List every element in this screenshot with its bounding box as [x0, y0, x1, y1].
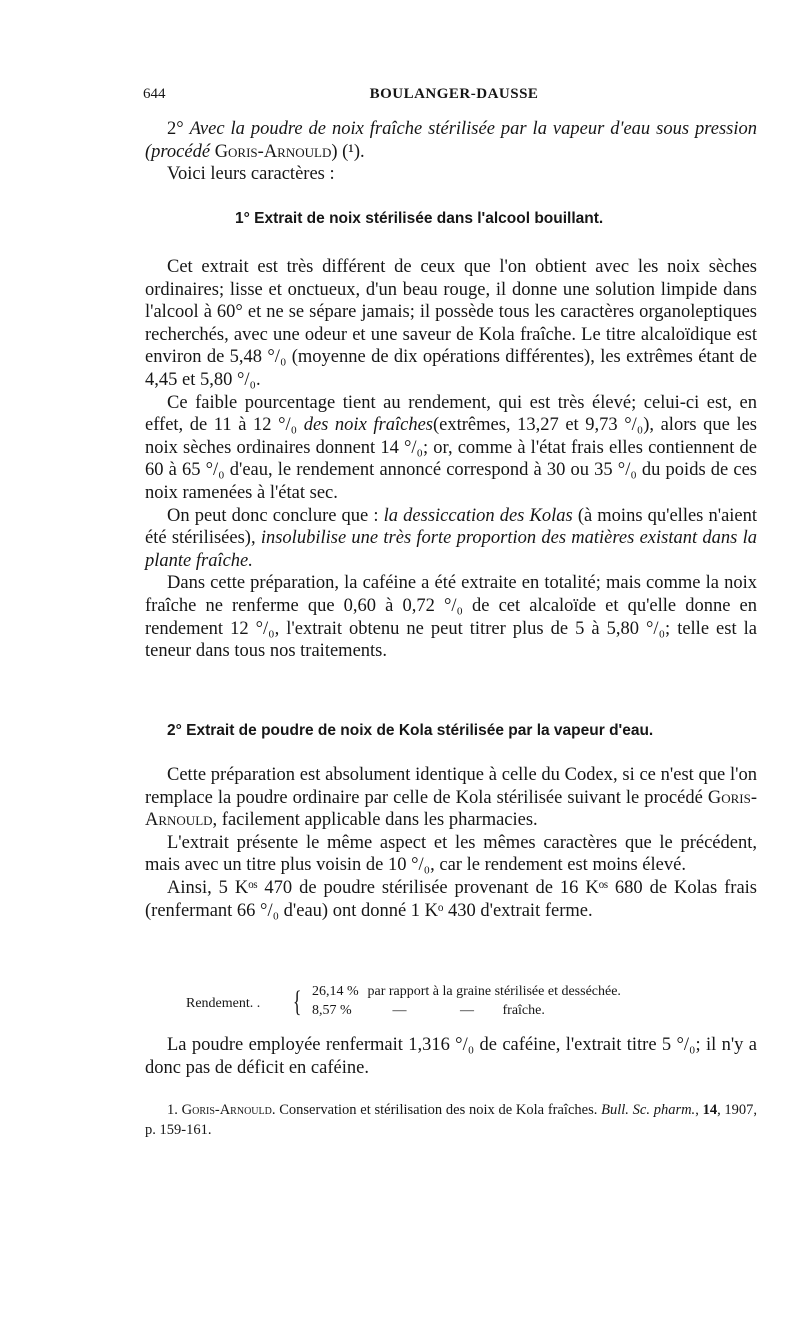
- ditto-dash-1: —: [392, 1003, 407, 1018]
- item-2-number: 2°: [167, 119, 184, 139]
- footnote-author: Goris-Arnould.: [181, 1102, 276, 1118]
- section-1-paragraph-2: [145, 392, 757, 505]
- paragraph-3-text-b: (à moins qu'elles n'aient été stérilisées),: [145, 505, 758, 549]
- item-2-italic-text: Avec la poudre de noix fraîche stérilisée par la vapeur d'eau sous pression: [189, 119, 758, 139]
- section-2-paragraph-1: [145, 764, 757, 832]
- rendement-brace: {: [292, 985, 302, 1018]
- footnote-journal: Bull. Sc. pharm.: [601, 1102, 696, 1118]
- paragraph-2-italic: des noix fraîches: [303, 415, 433, 436]
- section-1-paragraph-4: Dans cette préparation, la caféine a été extraite en totalité; mais comme la noix fraîche ne renferme que 0,60 à 0,72 °/₀ de cet alcaloïde et qu'elle donne en rendement 12 °/₀, l'extrait obtenu ne peut titrer plus de 5 à 5,80 °/₀; telle est la teneur dans tous nos traitements.: [145, 573, 757, 662]
- goris-arnould-name: Goris-Arnould: [214, 141, 332, 162]
- section-2-paragraph-2: L'extrait présente le même aspect et les mêmes caractères que le précédent, mais avec un titre plus voisin de 10 °/₀, car le rendement est moins élevé.: [145, 832, 757, 876]
- section-2-heading: 2° Extrait de poudre de noix de Kola stérilisée par la vapeur d'eau.: [167, 722, 654, 739]
- paragraph-2-text-a: Ce faible pourcentage tient au rendement, qui est très élevé; celui-ci est, en effet, de 11 à 12 °/₀: [145, 392, 757, 436]
- body-text-top: [145, 118, 757, 186]
- running-head: BOULANGER-DAUSSE: [369, 86, 539, 102]
- section-2-paragraph-3: Ainsi, 5 Kᵒˢ 470 de poudre stérilisée provenant de 16 Kᵒˢ 680 de Kolas frais (renfermant 66 °/₀ d'eau) ont donné 1 Kᵒ 430 d'extrait ferme.: [145, 877, 757, 921]
- item-2-paragraph: [145, 118, 757, 163]
- section-1-heading: 1° Extrait de noix stérilisée dans l'alcool bouillant.: [235, 210, 604, 227]
- ditto-dash-2: —: [460, 1003, 474, 1018]
- paragraph-2-text-b: (extrêmes, 13,27 et 9,73 °/₀), alors que les noix sèches ordinaires donnent 14 °/₀; or, comme à l'état frais elles contiennent de 60 à 65 °/₀ d'eau, le rendement annoncé correspond à 30 ou 35 °/₀ du poids de ces noix ramenées à l'état sec.: [145, 415, 757, 503]
- section-2-paragraph-4: La poudre employée renfermait 1,316 °/₀ de caféine, l'extrait titre 5 °/₀; il n'y a donc pas de déficit en caféine.: [145, 1035, 757, 1078]
- item-2-proc-close: ) (¹).: [331, 141, 365, 162]
- section-2-conclusion: [145, 1034, 757, 1079]
- paragraph-3-italic-1: la dessiccation des Kolas: [383, 505, 573, 526]
- footnote-number: 1.: [167, 1102, 178, 1118]
- footnote: 1. Goris-Arnould. Conservation et stérilisation des noix de Kola fraîches. Bull. Sc. pharm., 14, 1907, p. 159-161.: [145, 1102, 758, 1138]
- paragraph-3-italic-2: insolubilise une très forte proportion des matières existant dans la plante fraîche.: [145, 528, 757, 571]
- rendement-line-1: [312, 984, 621, 1000]
- footnote-title: Conservation et stérilisation des noix de Kola fraîches.: [279, 1102, 598, 1118]
- item-2-proc-open: (procédé: [145, 141, 211, 162]
- paragraph-3-text-a: On peut donc conclure que :: [167, 505, 379, 526]
- section-1-paragraph-1: Cet extrait est très différent de ceux que l'on obtient avec les noix sèches ordinaires; lisse et onctueux, d'un beau rouge, il donne une solution limpide dans l'alcool à 60° et ne se sépare jamais; il possède tous les caractères organoleptiques recherchés, avec une odeur et une saveur de Kola fraîche. Le titre alcaloïdique est environ de 5,48 °/₀ (moyenne de dix opérations différentes), les extrêmes étant de 4,45 et 5,80 °/₀.: [145, 257, 757, 390]
- rendement-text-1: par rapport à la graine stérilisée et desséchée.: [367, 984, 621, 999]
- footnote-volume: 14: [702, 1102, 718, 1118]
- section-2-p1-text-a: Cette préparation est absolument identique à celle du Codex, si ce n'est que l'on remplace la poudre ordinaire par celle de Kola stérilisée suivant le procédé: [145, 765, 757, 808]
- rendement-text-2: fraîche.: [502, 1003, 545, 1018]
- rendement-table: [186, 984, 746, 1024]
- page-header: [143, 86, 765, 106]
- section-2-body: [145, 764, 757, 922]
- section-1-body: [145, 256, 757, 663]
- rendement-percent-2: 8,57 %: [312, 1003, 352, 1018]
- rendement-percent-1: 26,14 %: [312, 984, 359, 999]
- section-2-p1-text-b: , facilement applicable dans les pharmacies.: [212, 810, 538, 831]
- page-number: 644: [143, 86, 166, 102]
- rendement-label: Rendement. .: [186, 996, 261, 1011]
- section-1-paragraph-3: [145, 505, 757, 573]
- goris-arnould-name-2: Goris-Arnould: [145, 787, 758, 831]
- caracteres-line: Voici leurs caractères :: [167, 164, 335, 185]
- rendement-line-2: [312, 1003, 545, 1019]
- footnote-details: , 1907, p. 159-161.: [145, 1102, 758, 1138]
